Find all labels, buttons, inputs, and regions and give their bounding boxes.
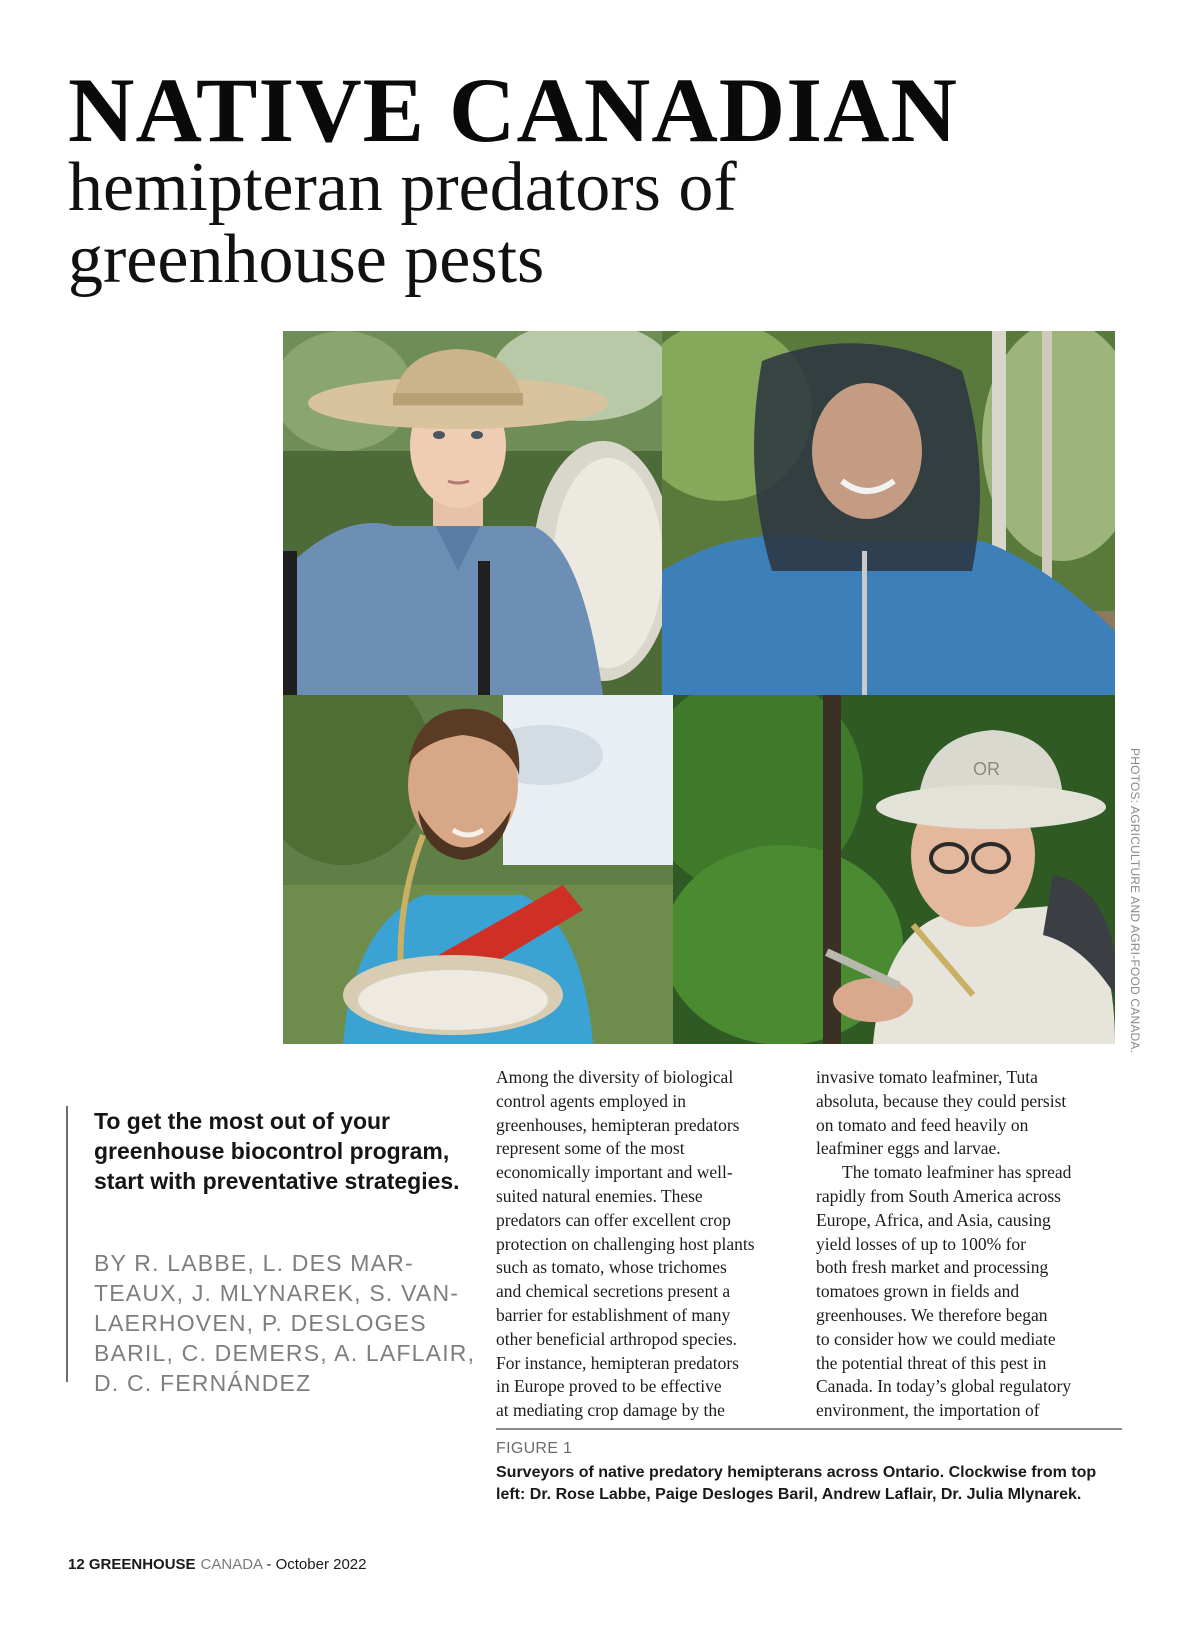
body-line: represent some of the most [496, 1138, 685, 1159]
body-line: in Europe proved to be effective [496, 1376, 722, 1397]
body-line: greenhouses, hemipteran predators [496, 1114, 740, 1135]
article-byline: BY R. LABBE, L. DES MAR- TEAUX, J. MLYNAREK, S. VAN- LAERHOVEN, P. DESLOGES BARIL, C. DEMERS, A. LAFLAIR, D. C. FERNÁNDEZ [94, 1250, 476, 1396]
footer-separator: - [266, 1556, 272, 1573]
body-line: predators can offer excellent crop [496, 1209, 731, 1230]
magazine-name-light: CANADA [200, 1556, 263, 1573]
body-line: greenhouses. We therefore began [816, 1304, 1048, 1325]
body-line: barrier for establishment of many [496, 1304, 731, 1325]
photo-credit: PHOTOS: AGRICULTURE AND AGRI-FOOD CANADA. [1128, 748, 1142, 1054]
body-line: suited natural enemies. These [496, 1185, 703, 1206]
body-line: absoluta, because they could persist [816, 1090, 1067, 1111]
body-column-2 [816, 1066, 1116, 1423]
body-line: control agents employed in [496, 1090, 687, 1111]
body-column-1 [496, 1066, 796, 1423]
body-line: at mediating crop damage by the [496, 1400, 725, 1421]
photo-rose-labbe [283, 331, 662, 695]
body-line: environment, the importation of [816, 1400, 1040, 1421]
body-line: both fresh market and processing [816, 1257, 1049, 1278]
subtitle-line-2: greenhouse pests [68, 221, 545, 298]
body-line: and chemical secretions present a [496, 1281, 731, 1302]
body-line: economically important and well- [496, 1162, 733, 1183]
figure-divider [496, 1428, 1122, 1430]
article-subtitle [68, 149, 968, 298]
body-line: on tomato and feed heavily on [816, 1114, 1029, 1135]
body-line: invasive tomato leafminer, Tuta [816, 1067, 1038, 1087]
article-sidebar [66, 1106, 488, 1396]
subtitle-line-1: hemipteran predators of [68, 149, 737, 226]
body-line: other beneficial arthropod species. [496, 1328, 738, 1349]
page-number: 12 [68, 1556, 85, 1573]
body-line: The tomato leafminer has spread [842, 1162, 1072, 1183]
figure-caption: Surveyors of native predatory hemipterans across Ontario. Clockwise from top left: Dr. Rose Labbe, Paige Desloges Baril, Andrew Laflair, Dr. Julia Mlynarek. [496, 1464, 1097, 1503]
magazine-name-bold: GREENHOUSE [88, 1556, 196, 1573]
issue-date: October 2022 [275, 1556, 367, 1573]
photo-andrew-laflair [283, 695, 673, 1044]
svg-text:OR: OR [973, 759, 1000, 779]
body-line: Europe, Africa, and Asia, causing [816, 1209, 1051, 1230]
body-line: Canada. In today’s global regulatory [816, 1376, 1072, 1397]
body-line: For instance, hemipteran predators [496, 1352, 739, 1373]
figure-label: FIGURE 1 [496, 1440, 573, 1457]
body-line: Among the diversity of biological [496, 1067, 734, 1087]
body-line: protection on challenging host plants [496, 1233, 755, 1254]
body-line: yield losses of up to 100% for [816, 1233, 1026, 1254]
page-footer [68, 1556, 366, 1573]
body-line: tomatoes grown in fields and [816, 1281, 1020, 1302]
photo-paige-desloges-baril [662, 331, 1115, 695]
body-line: the potential threat of this pest in [816, 1352, 1047, 1373]
body-line: such as tomato, whose trichomes [496, 1257, 727, 1278]
body-line: rapidly from South America across [816, 1185, 1061, 1206]
body-line: to consider how we could mediate [816, 1328, 1056, 1349]
body-line: leafminer eggs and larvae. [816, 1138, 1001, 1159]
figure-photo-grid [283, 331, 1115, 1044]
photo-julia-mlynarek [673, 695, 1115, 1044]
article-title: NATIVE CANADIAN [68, 59, 958, 161]
article-dek: To get the most out of your greenhouse biocontrol program, start with preventative strategies. [94, 1108, 460, 1194]
